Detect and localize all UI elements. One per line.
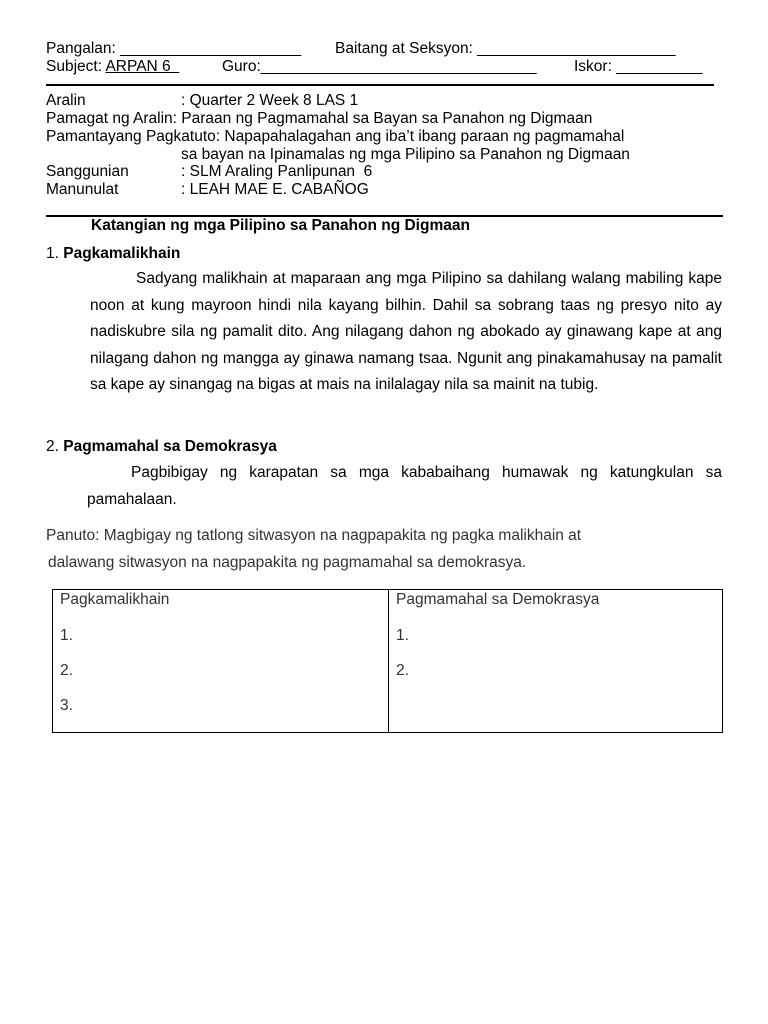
pamantayan-label: Pamantayang Pagkatuto:: [46, 128, 221, 145]
subject-value: ARPAN 6: [105, 58, 180, 75]
guro-field[interactable]: Guro:________________________________: [222, 58, 537, 75]
section-1-number: 1.: [46, 245, 64, 262]
instructions-line-2: dalawang sitwasyon na nagpapakita ng pagmamahal sa demokrasya.: [48, 554, 527, 571]
baitang-seksyon-field[interactable]: Baitang at Seksyon: _______________________: [335, 40, 676, 57]
pamagat-row: [46, 110, 592, 128]
section-2-heading: [46, 438, 277, 456]
demokrasya-header: Pagmamahal sa Demokrasya: [396, 591, 600, 608]
section-1-title: Pagkamalikhain: [63, 245, 181, 262]
pamantayan-value-2: sa bayan na Ipinamalas ng mga Pilipino sa Panahon ng Digmaan: [181, 146, 630, 163]
pagkamalikhain-item-3[interactable]: 3.: [60, 697, 73, 714]
iskor-field[interactable]: Iskor: __________: [574, 58, 703, 75]
pagkamalikhain-header: Pagkamalikhain: [60, 591, 170, 608]
pagkamalikhain-cell[interactable]: [53, 590, 389, 733]
demokrasya-cell[interactable]: [389, 590, 723, 733]
sanggunian-value: : SLM Araling Panlipunan 6: [181, 163, 373, 180]
pagkamalikhain-item-2[interactable]: 2.: [60, 662, 73, 679]
subject-label: Subject:: [46, 58, 106, 75]
instructions-line-1: Panuto: Magbigay ng tatlong sitwasyon na nagpapakita ng pagka malikhain at: [46, 527, 582, 544]
demokrasya-item-1[interactable]: 1.: [396, 627, 409, 644]
header-divider: [46, 84, 714, 86]
pangalan-field[interactable]: Pangalan: _____________________: [46, 40, 302, 57]
section-2-number: 2.: [46, 438, 64, 455]
aralin-label: Aralin: [46, 92, 86, 109]
answer-table: [52, 589, 723, 733]
aralin-value: : Quarter 2 Week 8 LAS 1: [181, 92, 359, 109]
section-1-heading: [46, 245, 180, 263]
pamagat-value: Paraan ng Pagmamahal sa Bayan sa Panahon ng Digmaan: [176, 110, 593, 127]
manunulat-label: Manunulat: [46, 181, 119, 198]
pamagat-label: Pamagat ng Aralin:: [46, 110, 177, 127]
section-2-title: Pagmamahal sa Demokrasya: [63, 438, 277, 455]
sanggunian-label: Sanggunian: [46, 163, 129, 180]
section-2-body: Pagbibigay ng karapatan sa mga kababaihang humawak ng katungkulan sa pamahalaan.: [87, 464, 722, 508]
demokrasya-item-2[interactable]: 2.: [396, 662, 409, 679]
pamantayan-value-1: Napapahalagahan ang iba’t ibang paraan ng pagmamahal: [220, 128, 625, 145]
section-1-body: Sadyang malikhain at maparaan ang mga Pilipino sa dahilang walang mabiling kape noon at kung mayroon hindi nila kayang bilhin. Dahil sa sobrang taas ng presyo nito ay nadiskubre sila ng pamalit dito. Ang nilagang dahon ng abokado ay ginawang kape at ang nilagang dahon ng mangga ay ginawa namang tsaa. Ngunit ang pinakamahusay na pamalit sa kape ay sinangag na bigas at mais na inilalagay nila sa mainit na tubig.: [90, 270, 722, 393]
pagkamalikhain-item-1[interactable]: 1.: [60, 627, 73, 644]
pamantayan-row: [46, 128, 624, 146]
manunulat-value: : LEAH MAE E. CABAÑOG: [181, 181, 369, 198]
lesson-title: Katangian ng mga Pilipino sa Panahon ng Digmaan: [91, 217, 470, 234]
subject-row: [46, 58, 179, 76]
